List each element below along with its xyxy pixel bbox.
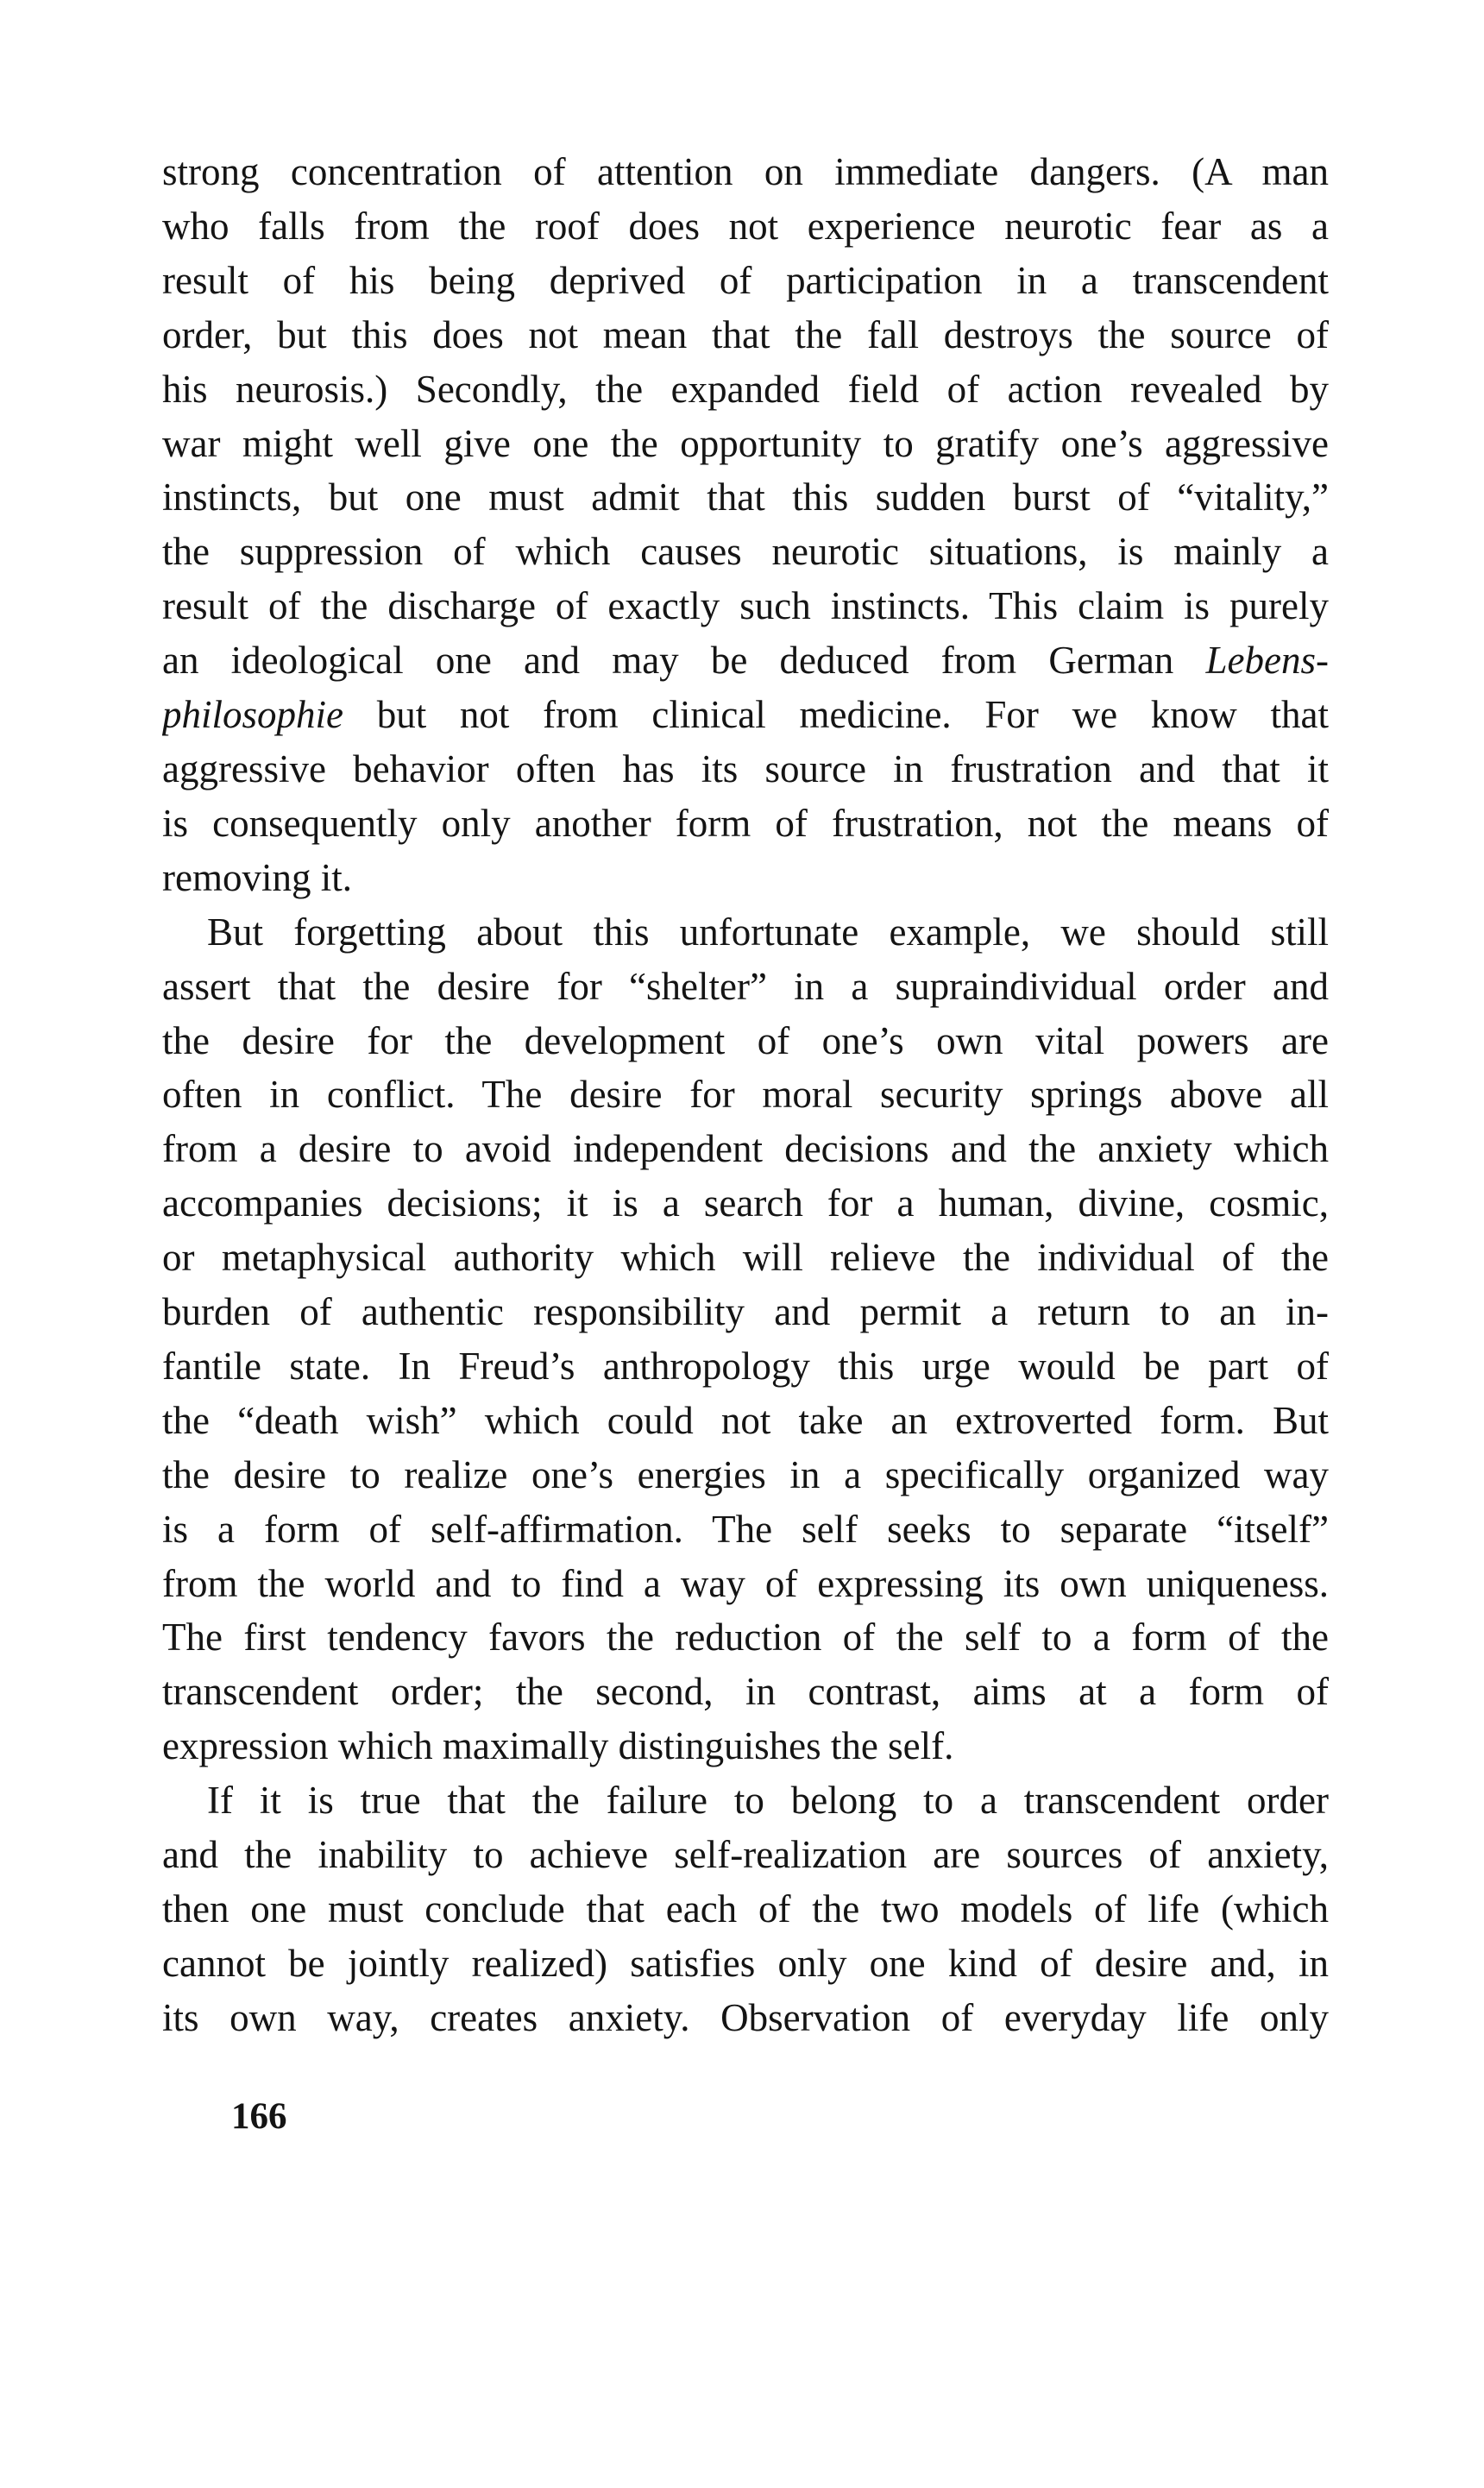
text-line [162,308,1329,362]
text-run: strong concentration of attention on immediate dangers. (A man [162,150,1329,193]
italic-term: Lebens- [1205,639,1329,683]
text-line [162,1937,1329,1991]
text-line [162,1828,1329,1882]
text-line [162,1502,1329,1557]
text-line [162,579,1329,633]
text-line [162,362,1329,417]
text-line [162,417,1329,471]
text-run: is a form of self-affirmation. The self seeks to separate “itself” [162,1507,1329,1551]
text-line [162,470,1329,525]
text-run: its own way, creates anxiety. Observation of everyday life only [162,1995,1329,2039]
text-run: result of the discharge of exactly such instincts. This claim is purely [162,584,1329,628]
text-run: accompanies decisions; it is a search for a human, divine, cosmic, [162,1181,1329,1225]
text-line [162,742,1329,797]
text-run: The first tendency favors the reduction of the self to a form of the [162,1616,1329,1660]
text-run: the desire for the development of one’s own vital powers are [162,1018,1329,1062]
text-run: war might well give one the opportunity to gratify one’s aggressive [162,421,1329,465]
text-run: burden of authentic responsibility and permit a return to an in- [162,1290,1329,1334]
text-run: But forgetting about this unfortunate example, we should still [207,910,1329,954]
text-run: who falls from the roof does not experience neurotic fear as a [162,204,1329,248]
text-line [162,1557,1329,1611]
text-line [162,797,1329,851]
text-line [162,1014,1329,1068]
text-run: fantile state. In Freud’s anthropology this urge would be part of [162,1344,1329,1388]
text-run: result of his being deprived of participation in a transcendent [162,258,1329,302]
text-line [162,1991,1329,2045]
text-run: order, but this does not mean that the fall destroys the source of [162,312,1329,356]
paragraph [162,905,1329,1774]
text-line [162,145,1329,199]
text-run: transcendent order; the second, in contrast, aims at a form of [162,1670,1329,1714]
text-line [162,633,1329,688]
text-line [162,1610,1329,1665]
text-line [162,1773,1329,1828]
text-run: instincts, but one must admit that this sudden burst of “vitality,” [162,476,1329,520]
text-run: but not from clinical medicine. For we know that [343,693,1329,737]
text-run: an ideological one and may be deduced from German [162,639,1206,683]
text-line [162,1122,1329,1176]
text-run: aggressive behavior often has its source in frustration and that it [162,746,1329,790]
paragraph [162,1773,1329,2045]
text-line [162,1882,1329,1937]
page-number: 166 [231,2096,287,2137]
text-run: the desire to realize one’s energies in a specifically organized way [162,1452,1329,1496]
text-line [162,1176,1329,1231]
text-line [162,1665,1329,1719]
text-line [162,1719,1329,1773]
text-line [162,688,1329,742]
text-line [162,1394,1329,1448]
text-run: assert that the desire for “shelter” in a supraindividual order and [162,964,1329,1008]
text-run: from the world and to find a way of expressing its own uniqueness. [162,1561,1329,1605]
text-run: If it is true that the failure to belong to a transcendent order [207,1779,1329,1823]
italic-term: philosophie [162,693,343,737]
text-line [162,1231,1329,1285]
text-line [162,1448,1329,1502]
text-run: often in conflict. The desire for moral security springs above all [162,1073,1329,1117]
text-run: his neurosis.) Secondly, the expanded field of action revealed by [162,367,1329,411]
text-line [162,199,1329,254]
text-run: and the inability to achieve self-realization are sources of anxiety, [162,1833,1329,1877]
text-line [162,1285,1329,1339]
text-run: then one must conclude that each of the two models of life (which [162,1887,1329,1931]
text-run: or metaphysical authority which will relieve the individual of the [162,1236,1329,1280]
text-line [162,1068,1329,1122]
text-run: is consequently only another form of frustration, not the means of [162,801,1329,845]
text-line [162,525,1329,579]
text-line [162,1339,1329,1394]
text-run: the “death wish” which could not take an extroverted form. But [162,1398,1329,1442]
text-run: the suppression of which causes neurotic situations, is mainly a [162,530,1329,574]
text-line [162,851,1329,905]
paragraph [162,145,1329,905]
text-line [162,960,1329,1014]
text-run: from a desire to avoid independent decisions and the anxiety which [162,1127,1329,1171]
text-run: cannot be jointly realized) satisfies only one kind of desire and, in [162,1941,1329,1985]
text-line [162,254,1329,308]
text-run: removing it. [162,855,352,899]
text-line [162,905,1329,960]
body-text [162,145,1329,2045]
text-run: expression which maximally distinguishes the self. [162,1724,954,1768]
